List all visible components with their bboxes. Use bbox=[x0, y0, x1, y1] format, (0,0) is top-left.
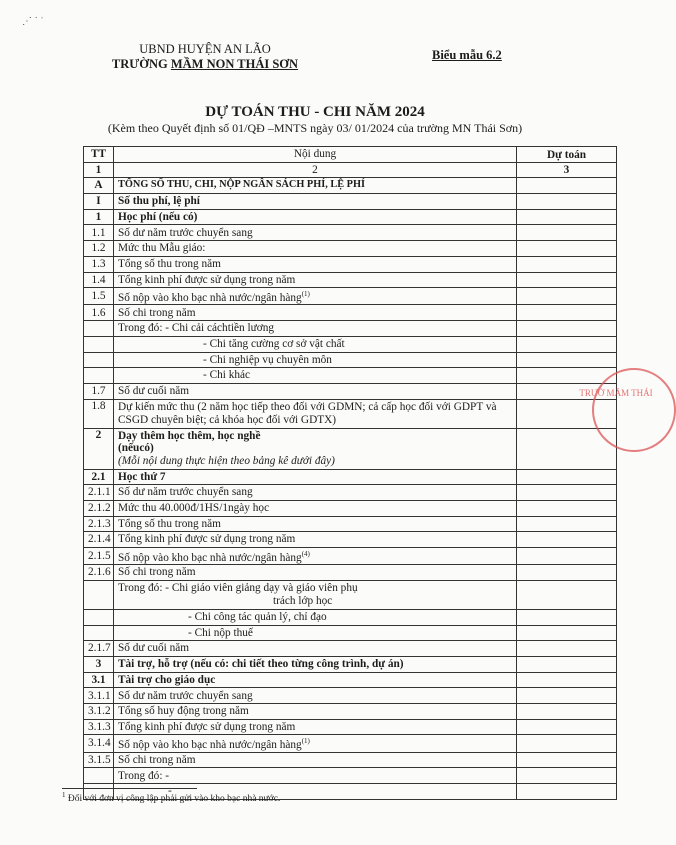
row-text: Tài trợ, hỗ trợ (nếu có: chi tiết theo từng công trình, dự án) bbox=[118, 658, 404, 671]
stamp-text: TRƯỜ MẦM THÁI bbox=[579, 388, 653, 398]
row-estimate bbox=[517, 352, 617, 368]
table-row bbox=[84, 178, 617, 194]
row-text: Số thu phí, lệ phí bbox=[118, 195, 200, 208]
row-text: Học thứ 7 bbox=[118, 470, 166, 483]
row-content bbox=[114, 548, 517, 565]
row-content bbox=[114, 672, 517, 688]
row-estimate bbox=[517, 500, 617, 516]
row-text: Số dư cuối năm bbox=[118, 384, 190, 397]
row-estimate bbox=[517, 272, 617, 288]
row-content bbox=[114, 352, 517, 368]
row-text: Tổng số huy động trong năm bbox=[118, 705, 249, 718]
row-content bbox=[114, 752, 517, 768]
row-text: Số dư cuối năm bbox=[118, 642, 190, 655]
row-estimate bbox=[517, 688, 617, 704]
row-estimate bbox=[517, 704, 617, 720]
row-estimate bbox=[517, 735, 617, 752]
row-tt: 1.1 bbox=[84, 225, 114, 241]
row-text-line2: trách lớp học bbox=[273, 594, 333, 607]
row-text: Số dư năm trước chuyển sang bbox=[118, 689, 253, 702]
table-row bbox=[84, 565, 617, 581]
row-tt: 3.1.5 bbox=[84, 752, 114, 768]
table-row bbox=[84, 641, 617, 657]
table-row bbox=[84, 752, 617, 768]
row-tt bbox=[84, 352, 114, 368]
row-estimate bbox=[517, 321, 617, 337]
row-estimate bbox=[517, 485, 617, 501]
row-content bbox=[114, 641, 517, 657]
row-tt: 2.1.3 bbox=[84, 516, 114, 532]
row-content bbox=[114, 256, 517, 272]
row-text: Số nộp vào kho bạc nhà nước/ngân hàng bbox=[118, 739, 302, 752]
row-text: Học phí (nếu có) bbox=[118, 210, 198, 223]
row-content bbox=[114, 368, 517, 384]
row-tt: 2.1.4 bbox=[84, 532, 114, 548]
row-content bbox=[114, 719, 517, 735]
row-text: Trong đó: - bbox=[118, 769, 170, 782]
row-estimate bbox=[517, 657, 617, 673]
table-row bbox=[84, 272, 617, 288]
row-text: Tổng số thu trong năm bbox=[118, 257, 221, 270]
row-content bbox=[114, 225, 517, 241]
row-superscript: (1) bbox=[301, 290, 310, 299]
scan-specks: ⋰ ˙ ˈ bbox=[22, 16, 44, 27]
table-row bbox=[84, 383, 617, 399]
index-3: 3 bbox=[517, 162, 617, 178]
row-estimate bbox=[517, 225, 617, 241]
row-tt: 2.1.5 bbox=[84, 548, 114, 565]
table-row bbox=[84, 194, 617, 210]
row-content bbox=[114, 609, 517, 625]
row-estimate bbox=[517, 625, 617, 641]
table-row bbox=[84, 580, 617, 609]
row-estimate bbox=[517, 548, 617, 565]
row-estimate bbox=[517, 368, 617, 384]
row-text: Số dư năm trước chuyển sang bbox=[118, 226, 253, 239]
row-content bbox=[114, 399, 517, 428]
row-tt bbox=[84, 321, 114, 337]
table-row bbox=[84, 516, 617, 532]
row-text: Trong đó: - Chi cải cáchtiền lương bbox=[118, 322, 275, 335]
row-content bbox=[114, 178, 517, 194]
row-text-line2: (nếucó) bbox=[118, 442, 154, 455]
table-row bbox=[84, 428, 617, 469]
row-estimate bbox=[517, 305, 617, 321]
header-estimate: Dự toán bbox=[517, 147, 617, 163]
row-tt: 1.4 bbox=[84, 272, 114, 288]
row-content bbox=[114, 688, 517, 704]
row-tt: 2.1.6 bbox=[84, 565, 114, 581]
row-estimate bbox=[517, 580, 617, 609]
row-text: Mức thu Mẫu giáo: bbox=[118, 242, 206, 255]
row-tt: 3.1 bbox=[84, 672, 114, 688]
row-tt: 3.1.3 bbox=[84, 719, 114, 735]
index-1: 1 bbox=[84, 162, 114, 178]
table-row bbox=[84, 336, 617, 352]
row-estimate bbox=[517, 241, 617, 257]
row-content bbox=[114, 305, 517, 321]
row-estimate bbox=[517, 719, 617, 735]
row-estimate bbox=[517, 609, 617, 625]
footnote bbox=[62, 791, 280, 804]
row-tt: 3.1.4 bbox=[84, 735, 114, 752]
table-row bbox=[84, 399, 617, 428]
row-text: - bbox=[168, 785, 172, 798]
table-row bbox=[84, 735, 617, 752]
row-content bbox=[114, 288, 517, 305]
row-estimate bbox=[517, 336, 617, 352]
row-text: - Chi khác bbox=[203, 369, 251, 382]
row-estimate bbox=[517, 532, 617, 548]
row-text: TỔNG SỐ THU, CHI, NỘP NGÂN SÁCH PHÍ, LỆ PHÍ bbox=[118, 179, 365, 191]
table-row bbox=[84, 672, 617, 688]
row-tt: 1.6 bbox=[84, 305, 114, 321]
row-content bbox=[114, 209, 517, 225]
row-tt: 1.2 bbox=[84, 241, 114, 257]
row-tt bbox=[84, 625, 114, 641]
row-content bbox=[114, 272, 517, 288]
row-text: Tổng kinh phí được sử dụng trong năm bbox=[118, 533, 296, 546]
table-row bbox=[84, 352, 617, 368]
row-content bbox=[114, 768, 517, 784]
row-content bbox=[114, 704, 517, 720]
row-tt: 2.1.2 bbox=[84, 500, 114, 516]
table-row bbox=[84, 288, 617, 305]
row-tt: 2 bbox=[84, 428, 114, 469]
header-content: Nội dung bbox=[114, 147, 517, 163]
row-text: - Chi tăng cường cơ sở vật chất bbox=[203, 337, 345, 350]
footnote-mark: 1 bbox=[62, 791, 66, 799]
row-text: Tài trợ cho giáo dục bbox=[118, 673, 216, 686]
row-content bbox=[114, 485, 517, 501]
table-row bbox=[84, 368, 617, 384]
row-content bbox=[114, 657, 517, 673]
row-text: Trong đó: - Chi giáo viên giảng dạy và giáo viên phụ bbox=[118, 582, 358, 595]
row-estimate bbox=[517, 178, 617, 194]
row-tt: 1 bbox=[84, 209, 114, 225]
form-number: Biểu mẫu 6.2 bbox=[432, 48, 502, 62]
row-content bbox=[114, 580, 517, 609]
document-title: DỰ TOÁN THU - CHI NĂM 2024 bbox=[205, 104, 425, 120]
row-tt: 2.1.7 bbox=[84, 641, 114, 657]
row-estimate bbox=[517, 672, 617, 688]
row-content bbox=[114, 321, 517, 337]
table-header-row bbox=[84, 147, 617, 163]
table-row bbox=[84, 609, 617, 625]
row-tt: 1.8 bbox=[84, 399, 114, 428]
row-content bbox=[114, 565, 517, 581]
row-text: Tổng số thu trong năm bbox=[118, 517, 221, 530]
row-text: - Chi nghiệp vụ chuyên môn bbox=[203, 353, 332, 366]
document-subtitle: (Kèm theo Quyết định số 01/QĐ –MNTS ngày 03/ 01/2024 của trường MN Thái Sơn) bbox=[107, 121, 523, 135]
row-content bbox=[114, 625, 517, 641]
footnote-separator bbox=[62, 788, 197, 789]
row-tt bbox=[84, 768, 114, 784]
row-tt: 2.1 bbox=[84, 469, 114, 485]
table-row bbox=[84, 768, 617, 784]
row-text-line3: (Mỗi nội dung thực hiện theo bảng kê dưới đây) bbox=[118, 454, 335, 467]
row-content bbox=[114, 428, 517, 469]
row-estimate bbox=[517, 768, 617, 784]
table-row bbox=[84, 485, 617, 501]
table-row bbox=[84, 704, 617, 720]
row-tt: 1.5 bbox=[84, 288, 114, 305]
header-left bbox=[100, 42, 310, 72]
agency-name: UBND HUYỆN AN LÃO bbox=[139, 42, 271, 56]
table-row bbox=[84, 719, 617, 735]
table-index-row bbox=[84, 162, 617, 178]
row-content bbox=[114, 241, 517, 257]
table-row bbox=[84, 256, 617, 272]
school-name: MẦM NON THÁI SƠN bbox=[170, 57, 299, 71]
index-2: 2 bbox=[114, 162, 517, 178]
row-tt bbox=[84, 580, 114, 609]
row-tt: I bbox=[84, 194, 114, 210]
row-text: Số chi trong năm bbox=[118, 566, 196, 579]
row-content bbox=[114, 516, 517, 532]
row-tt: 1.3 bbox=[84, 256, 114, 272]
row-estimate bbox=[517, 256, 617, 272]
row-content bbox=[114, 735, 517, 752]
table-row bbox=[84, 657, 617, 673]
row-text: Tổng kinh phí được sử dụng trong năm bbox=[118, 273, 296, 286]
row-content bbox=[114, 383, 517, 399]
row-content bbox=[114, 500, 517, 516]
row-tt: 1.7 bbox=[84, 383, 114, 399]
row-text: Số dư năm trước chuyển sang bbox=[118, 486, 253, 499]
row-tt bbox=[84, 609, 114, 625]
row-text: Số chi trong năm bbox=[118, 753, 196, 766]
row-estimate bbox=[517, 641, 617, 657]
header-tt: TT bbox=[84, 147, 114, 163]
row-text: - Chi nộp thuế bbox=[188, 626, 253, 639]
row-text: Số nộp vào kho bạc nhà nước/ngân hàng bbox=[118, 291, 302, 304]
row-text: Tổng kinh phí được sử dụng trong năm bbox=[118, 720, 296, 733]
table-row bbox=[84, 548, 617, 565]
row-content bbox=[114, 532, 517, 548]
row-text: - Chi công tác quản lý, chỉ đạo bbox=[188, 611, 327, 624]
row-estimate bbox=[517, 752, 617, 768]
row-estimate bbox=[517, 469, 617, 485]
row-text: Số chi trong năm bbox=[118, 306, 196, 319]
table-row bbox=[84, 688, 617, 704]
row-text: Dạy thêm học thêm, học nghề bbox=[118, 429, 261, 442]
row-tt bbox=[84, 336, 114, 352]
row-estimate bbox=[517, 194, 617, 210]
row-text: Dự kiến mức thu (2 năm học tiếp theo đối với GDMN; cả cấp học đối với GDPT và CSGD chuyên biệt; cả khóa học đối với GDTX) bbox=[118, 401, 497, 426]
row-estimate bbox=[517, 565, 617, 581]
row-content bbox=[114, 194, 517, 210]
table-row bbox=[84, 209, 617, 225]
row-content bbox=[114, 336, 517, 352]
row-superscript: (1) bbox=[301, 737, 310, 746]
table-row bbox=[84, 469, 617, 485]
row-tt: 3 bbox=[84, 657, 114, 673]
row-text: Mức thu 40.000đ/1HS/1ngày học bbox=[118, 502, 270, 515]
row-tt: 3.1.1 bbox=[84, 688, 114, 704]
table-row bbox=[84, 625, 617, 641]
row-estimate bbox=[517, 288, 617, 305]
table-row bbox=[84, 500, 617, 516]
row-estimate bbox=[517, 784, 617, 800]
row-content bbox=[114, 469, 517, 485]
table-row bbox=[84, 321, 617, 337]
table-body bbox=[84, 178, 617, 799]
table-row bbox=[84, 241, 617, 257]
row-tt: A bbox=[84, 178, 114, 194]
budget-table bbox=[83, 146, 617, 800]
table-row bbox=[84, 225, 617, 241]
table-row bbox=[84, 305, 617, 321]
row-estimate bbox=[517, 516, 617, 532]
footnote-text: Đối với đơn vị công lập phải gửi vào kho bạc nhà nước. bbox=[67, 794, 281, 805]
row-estimate bbox=[517, 209, 617, 225]
row-text: Số nộp vào kho bạc nhà nước/ngân hàng bbox=[118, 551, 302, 564]
school-prefix: TRƯỜNG bbox=[111, 57, 171, 71]
row-tt: 3.1.2 bbox=[84, 704, 114, 720]
red-stamp bbox=[579, 368, 676, 452]
row-superscript: (4) bbox=[301, 550, 310, 559]
row-tt: 2.1.1 bbox=[84, 485, 114, 501]
table-row bbox=[84, 532, 617, 548]
row-tt bbox=[84, 368, 114, 384]
school-name-line bbox=[100, 57, 310, 72]
